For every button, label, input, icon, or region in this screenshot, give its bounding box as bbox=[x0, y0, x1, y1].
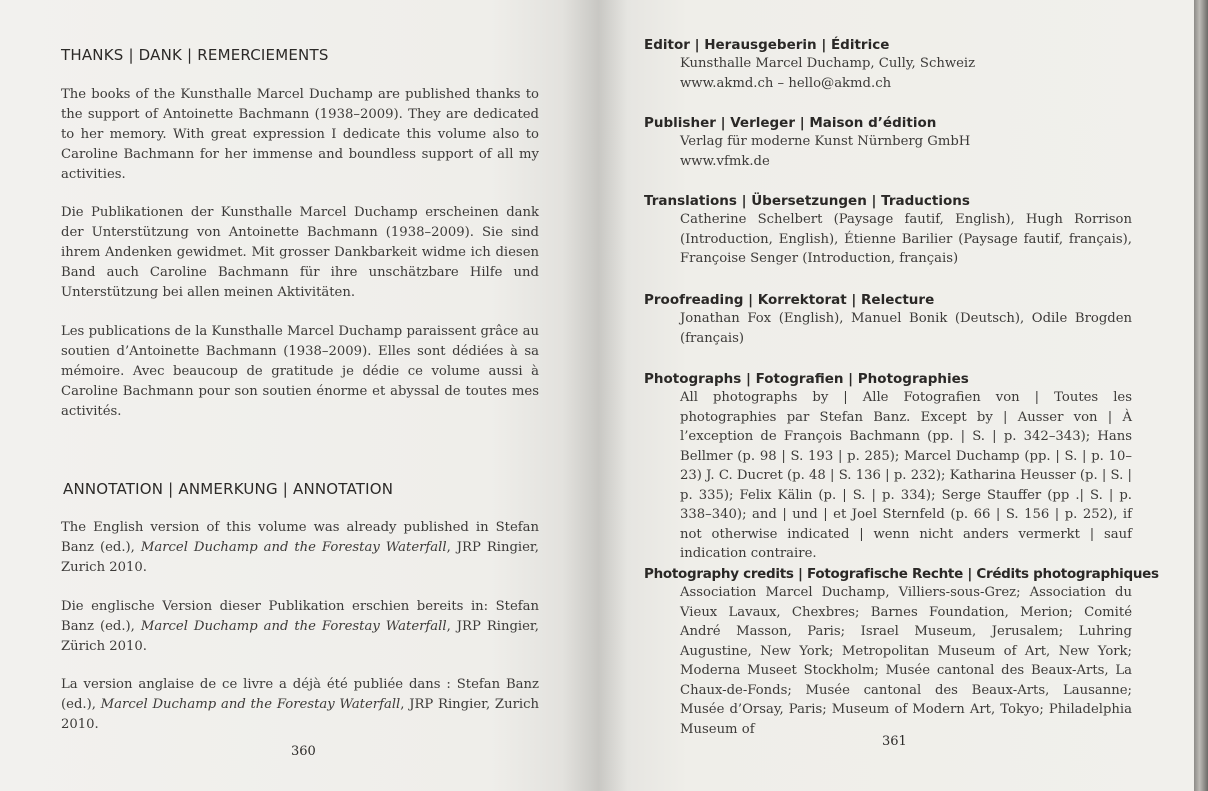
annotation-paragraph-de: Die englische Version dieser Publikation erschien bereits in: Stefan Banz (ed.), Marcel Duchamp and the Forestay Waterfall, JRP Ringier, Zürich 2010. bbox=[61, 599, 539, 654]
editor-name: Kunsthalle Marcel Duchamp, Cully, Schweiz bbox=[680, 56, 976, 71]
annotation-paragraph-fr: La version anglaise de ce livre a déjà été publiée dans : Stefan Banz (ed.), Marcel Duchamp and the Forestay Waterfall, JRP Ringier, Zurich 2010. bbox=[61, 677, 539, 732]
thanks-heading: THANKS | DANK | REMERCIEMENTS bbox=[61, 46, 329, 64]
publisher-block bbox=[644, 115, 1132, 171]
publisher-name: Verlag für moderne Kunst Nürnberg GmbH bbox=[680, 134, 971, 149]
proofreading-body: Jonathan Fox (English), Manuel Bonik (Deutsch), Odile Brogden (français) bbox=[680, 311, 1132, 346]
credits-heading: Photography credits | Fotografische Rechte | Crédits photographiques bbox=[644, 566, 1159, 582]
credits-block bbox=[644, 566, 1159, 739]
annotation-paragraph-en: The English version of this volume was already published in Stefan Banz (ed.), Marcel Duchamp and the Forestay Waterfall, JRP Ringier, Zurich 2010. bbox=[61, 520, 539, 575]
editor-block bbox=[644, 37, 1132, 93]
thanks-paragraph-fr: Les publications de la Kunsthalle Marcel Duchamp paraissent grâce au soutien d’Antoinette Bachmann (1938–2009). Elles sont dédiées à sa mémoire. Avec beaucoup de gratitude je dédie ce volume aussi à Caroline Bachmann pour son soutien énorme et abyssal de toutes mes activités. bbox=[61, 324, 539, 419]
book-title: Marcel Duchamp and the Forestay Waterfall bbox=[140, 619, 447, 634]
right-page bbox=[598, 0, 1194, 791]
book-title: Marcel Duchamp and the Forestay Waterfall bbox=[140, 540, 447, 555]
publisher-url: www.vfmk.de bbox=[680, 153, 770, 169]
annotation-heading: ANNOTATION | ANMERKUNG | ANNOTATION bbox=[63, 480, 394, 498]
proofreading-block bbox=[644, 292, 1132, 348]
photographs-block bbox=[644, 371, 1132, 564]
photographs-heading: Photographs | Fotografien | Photographies bbox=[644, 371, 969, 387]
publisher-heading: Publisher | Verleger | Maison d’édition bbox=[644, 115, 937, 131]
editor-contact: www.akmd.ch – hello@akmd.ch bbox=[680, 75, 892, 91]
photographs-body: All photographs by | Alle Fotografien von | Toutes les photographies par Stefan Banz. Except by | Ausser von | À l’exception de François Bachmann (pp. | S. | p. 342–343); Hans Bellmer (p. 98 | S. 193 | p. 285); Marcel Duchamp (pp. | S. | p. 10–23) J. C. Ducret (p. 48 | S. 136 | p. 232); Katharina Heusser (p. | S. | p. 335); Felix Kälin (p. | S. | p. 334); Serge Stauffer (pp .| S. | p. 338–340); and | und | et Joel Sternfeld (p. 66 | S. 156 | p. 252), if not otherwise indicated | wenn nicht anders vermerkt | sauf indication contraire. bbox=[680, 390, 1132, 561]
translations-block bbox=[644, 193, 1132, 269]
left-page bbox=[0, 0, 598, 791]
page-number: 360 bbox=[291, 744, 316, 759]
publisher-details bbox=[680, 132, 1132, 171]
page-number: 361 bbox=[882, 734, 907, 749]
credits-body: Association Marcel Duchamp, Villiers-sous-Grez; Association du Vieux Lavaux, Chexbres; Barnes Foundation, Merion; Comité André Masson, Paris; Israel Museum, Jerusalem; Luhring Augustine, New York; Metropolitan Museum of Art, New York; Moderna Museet Stockholm; Musée cantonal des Beaux-Arts, La Chaux-de-Fonds; Musée cantonal des Beaux-Arts, Lausanne; Musée d’Orsay, Paris; Museum of Modern Art, Tokyo; Philadelphia Museum of bbox=[680, 585, 1132, 737]
editor-details bbox=[680, 54, 1132, 93]
book-edge bbox=[1194, 0, 1208, 791]
proofreading-heading: Proofreading | Korrektorat | Relecture bbox=[644, 292, 935, 308]
thanks-paragraph-de: Die Publikationen der Kunsthalle Marcel Duchamp erscheinen dank der Unterstützung von Antoinette Bachmann (1938–2009). Sie sind ihrem Andenken gewidmet. Mit grosser Dankbarkeit widme ich diesen Band auch Caroline Bachmann für ihre unschätzbare Hilfe und Unterstützung bei allen meinen Aktivitäten. bbox=[61, 205, 539, 300]
book-title: Marcel Duchamp and the Forestay Waterfall bbox=[100, 697, 401, 712]
translations-body: Catherine Schelbert (Paysage fautif, English), Hugh Rorrison (Introduction, English), Étienne Barilier (Paysage fautif, français), Françoise Senger (Introduction, français) bbox=[680, 212, 1132, 266]
translations-heading: Translations | Übersetzungen | Traductions bbox=[644, 193, 970, 209]
thanks-paragraph-en: The books of the Kunsthalle Marcel Duchamp are published thanks to the support of Antoinette Bachmann (1938–2009). They are dedicated to her memory. With great expression I dedicate this volume also to Caroline Bachmann for her immense and boundless support of all my activities. bbox=[61, 87, 539, 182]
editor-heading: Editor | Herausgeberin | Éditrice bbox=[644, 37, 890, 53]
